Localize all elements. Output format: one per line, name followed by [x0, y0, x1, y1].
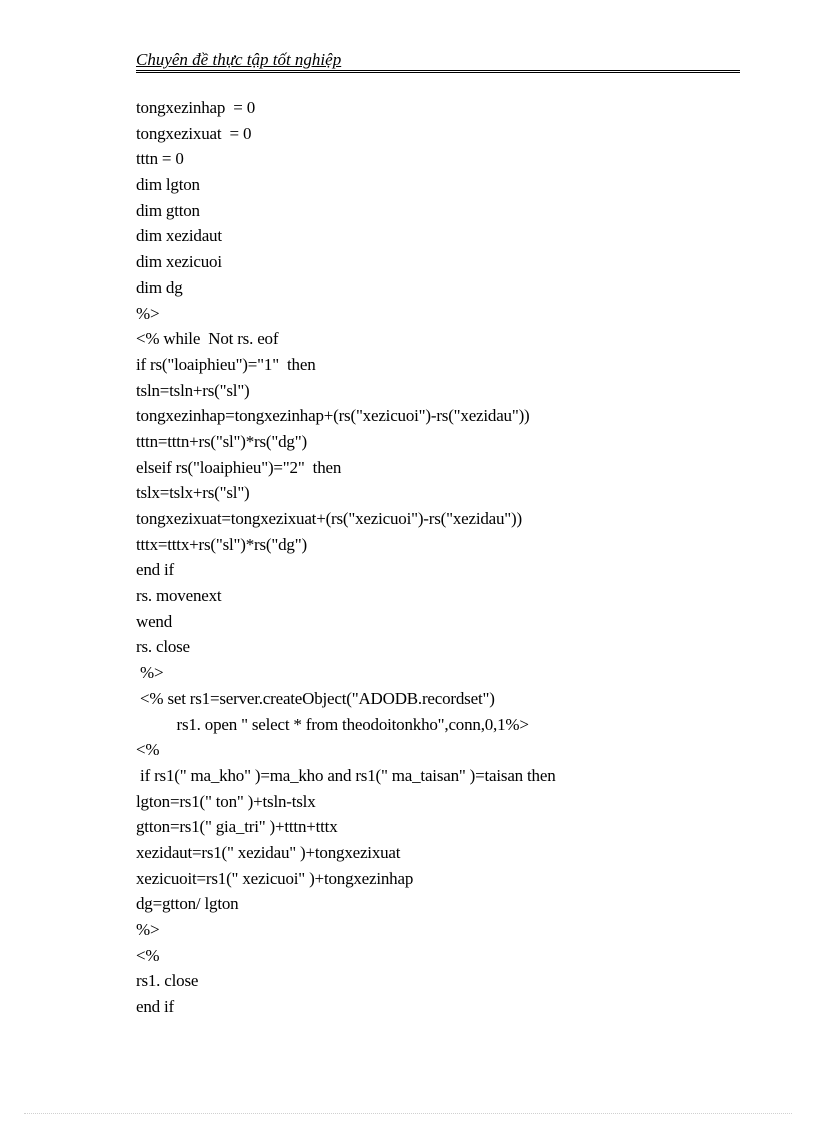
code-line: wend — [136, 611, 173, 631]
code-line: <% while Not rs. eof — [136, 329, 279, 349]
code-line: lgton=rs1(" ton" )+tsln-tslx — [136, 791, 316, 811]
code-body — [136, 95, 756, 1020]
code-line: end if — [136, 997, 174, 1017]
code-line: <% set rs1=server.createObject("ADODB.recordset") — [136, 688, 495, 708]
code-line: dim dg — [136, 277, 183, 297]
code-line: tsln=tsln+rs("sl") — [136, 380, 250, 400]
code-line: rs. movenext — [136, 586, 222, 606]
code-line: if rs("loaiphieu")="1" then — [136, 354, 316, 374]
code-line: <% — [136, 945, 160, 965]
page-header — [136, 50, 740, 73]
code-line: dim gtton — [136, 200, 200, 220]
page-bottom-rule — [24, 1113, 792, 1114]
code-line: tttx=tttx+rs("sl")*rs("dg") — [136, 534, 307, 554]
code-line: dim xezidaut — [136, 226, 222, 246]
code-line: xezicuoit=rs1(" xezicuoi" )+tongxezinhap — [136, 868, 414, 888]
code-line: elseif rs("loaiphieu")="2" then — [136, 457, 342, 477]
header-rule — [136, 70, 740, 73]
code-line: tongxezinhap = 0 — [136, 98, 256, 117]
header-title: Chuyên đề thực tập tốt nghiệp — [136, 50, 342, 69]
code-line: gtton=rs1(" gia_tri" )+tttn+tttx — [136, 817, 338, 837]
code-line: rs1. open " select * from theodoitonkho",conn,0,1%> — [136, 714, 529, 734]
code-line: %> — [136, 303, 160, 323]
code-line: %> — [136, 663, 164, 683]
code-line: xezidaut=rs1(" xezidau" )+tongxezixuat — [136, 842, 401, 862]
code-line: dim xezicuoi — [136, 252, 222, 272]
code-line: if rs1(" ma_kho" )=ma_kho and rs1(" ma_taisan" )=taisan then — [136, 765, 556, 785]
code-line: <% — [136, 740, 160, 760]
code-line: tongxezixuat=tongxezixuat+(rs("xezicuoi")-rs("xezidau")) — [136, 509, 522, 528]
code-line: tslx=tslx+rs("sl") — [136, 483, 250, 503]
code-line: end if — [136, 560, 174, 580]
code-line: rs. close — [136, 637, 190, 657]
code-line: dg=gtton/ lgton — [136, 894, 239, 914]
code-line: rs1. close — [136, 971, 199, 991]
code-line: %> — [136, 920, 160, 939]
code-line: tttn=tttn+rs("sl")*rs("dg") — [136, 431, 307, 451]
code-line: tongxezixuat = 0 — [136, 123, 252, 143]
code-line: tongxezinhap=tongxezinhap+(rs("xezicuoi")-rs("xezidau")) — [136, 406, 530, 426]
code-line: dim lgton — [136, 175, 200, 195]
code-line: tttn = 0 — [136, 149, 184, 169]
